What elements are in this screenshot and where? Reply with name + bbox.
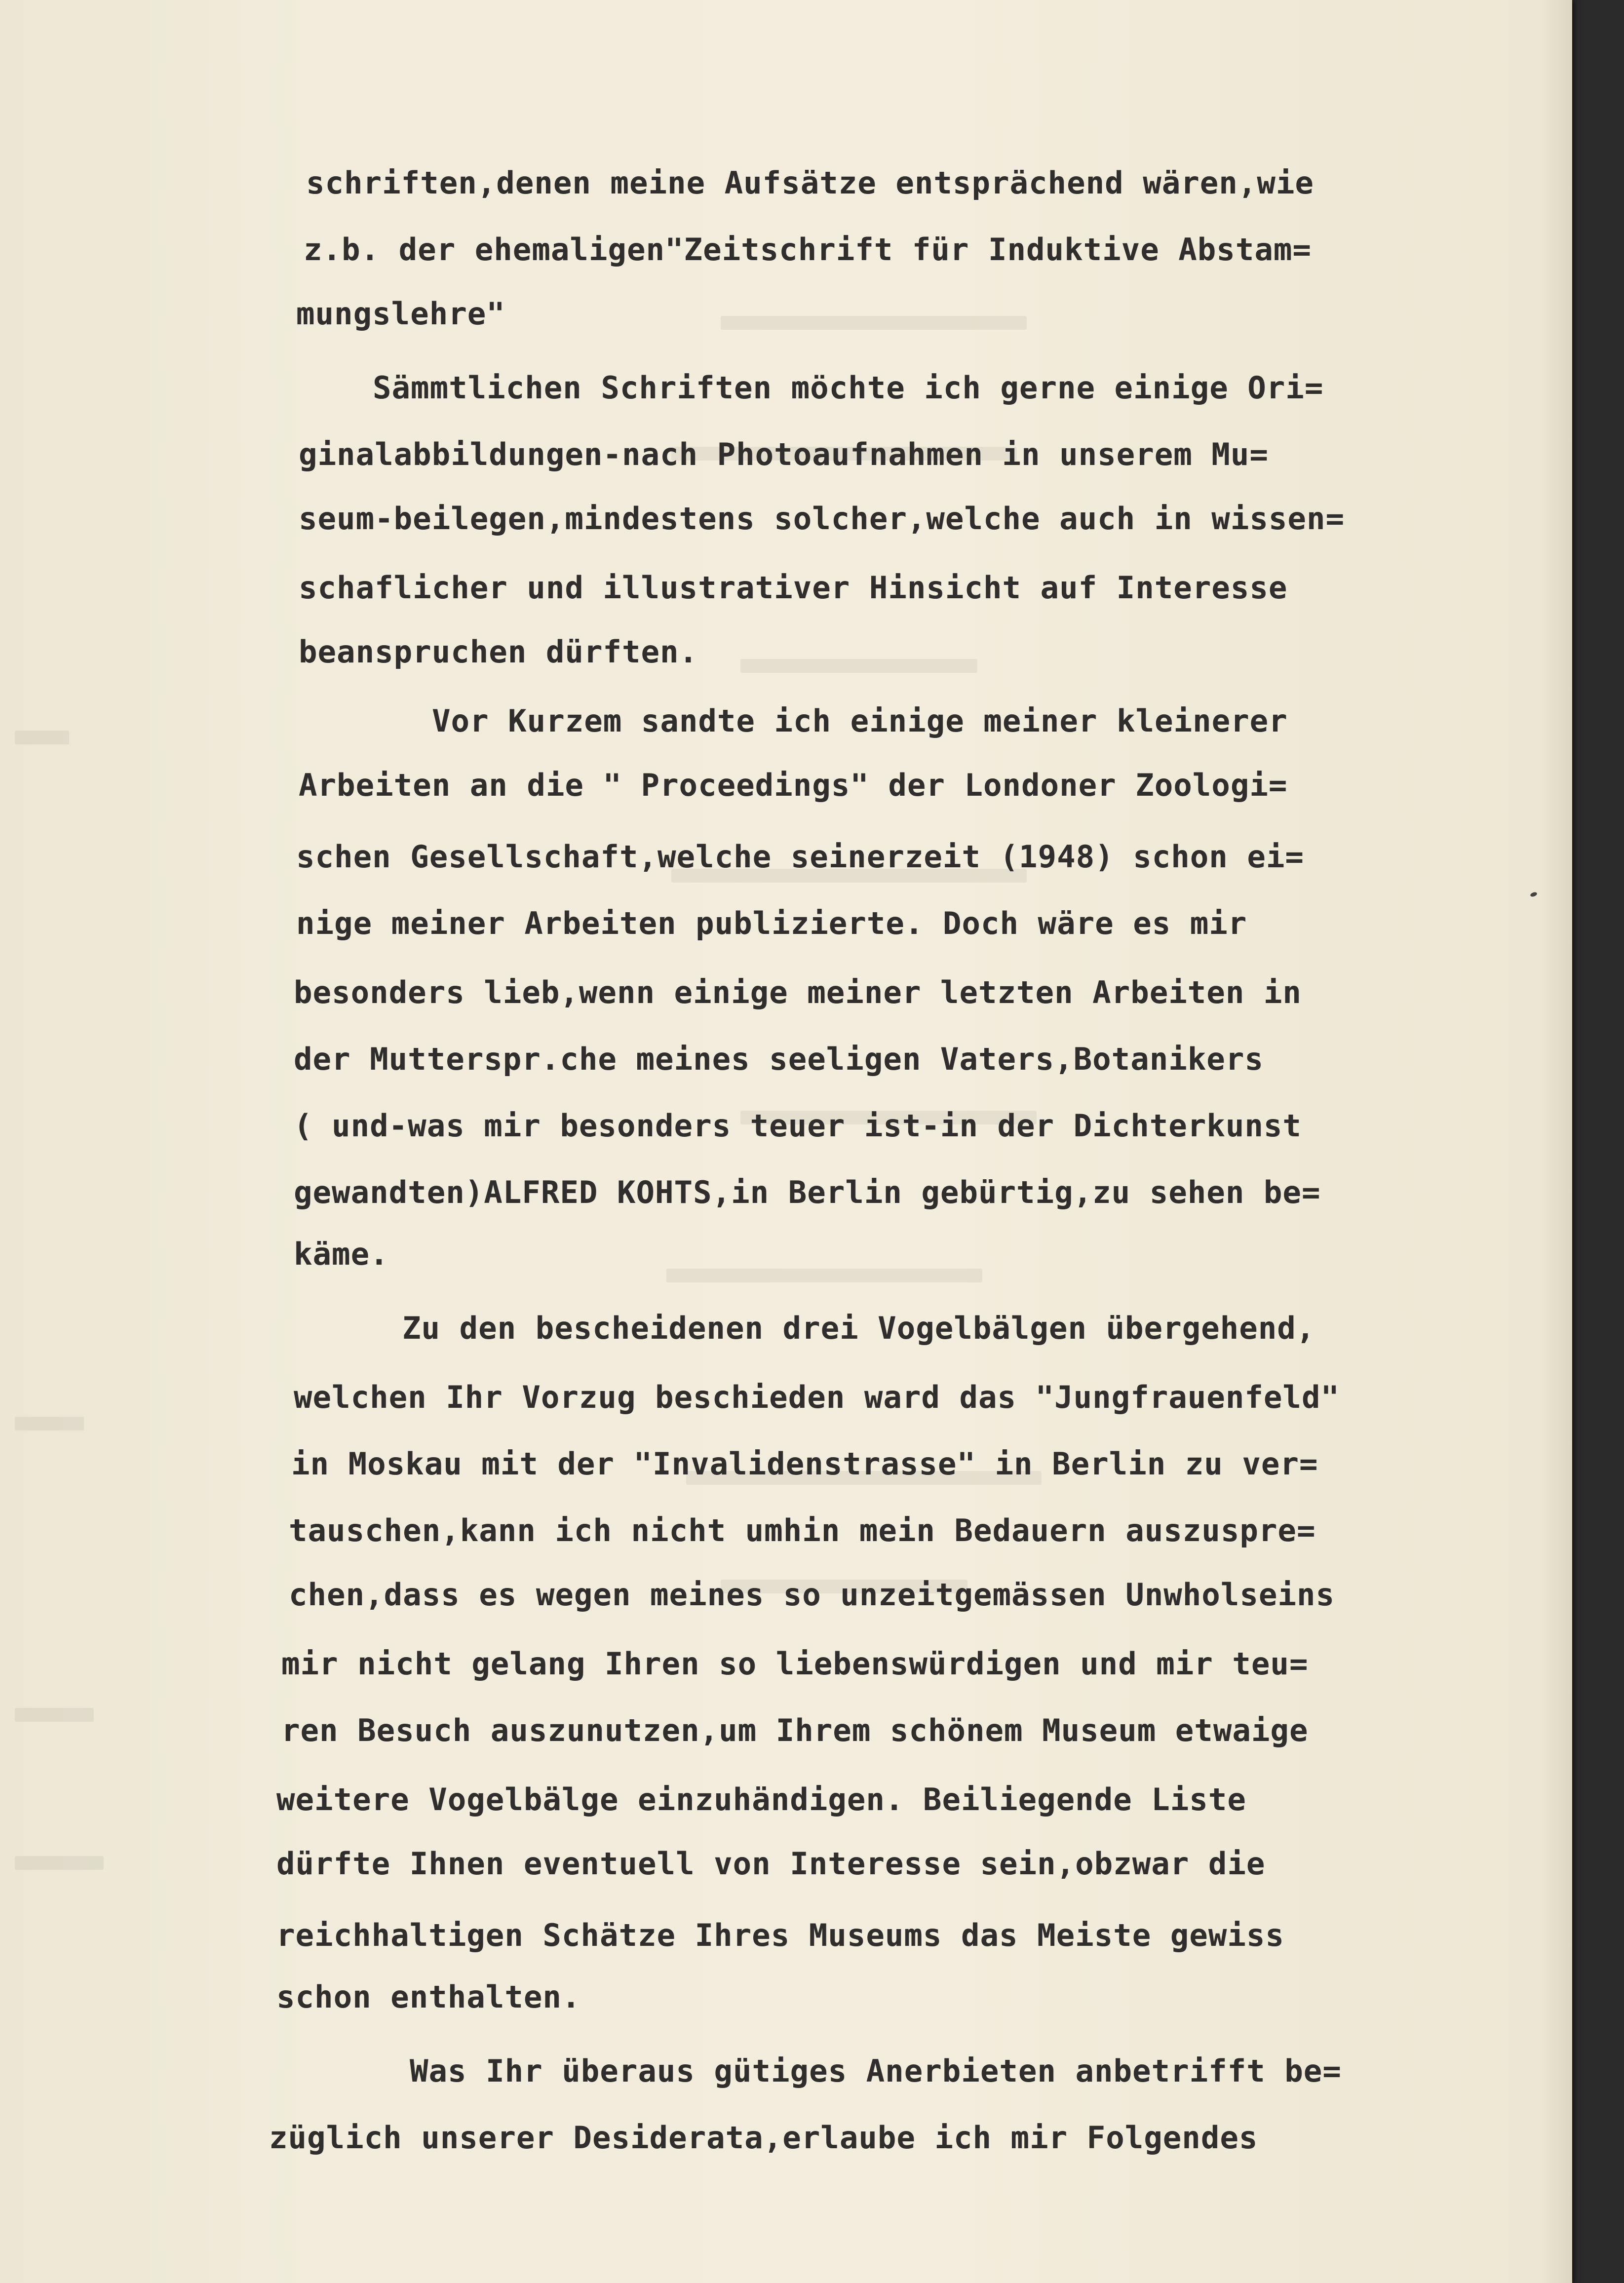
- text-line: schriften,denen meine Aufsätze entsprächend wären,wie: [306, 165, 1314, 201]
- text-line: ( und-was mir besonders teuer ist-in der Dichterkunst: [294, 1108, 1302, 1144]
- text-line: besonders lieb,wenn einige meiner letzten Arbeiten in: [294, 974, 1302, 1010]
- text-line: in Moskau mit der "Invalidenstrasse" in Berlin zu ver=: [291, 1446, 1318, 1482]
- text-line: ginalabbildungen-nach Photoaufnahmen in unserem Mu=: [299, 436, 1269, 472]
- text-line: mir nicht gelang Ihren so liebenswürdigen und mir teu=: [281, 1646, 1309, 1682]
- text-line: der Mutterspr.che meines seeligen Vaters,Botanikers: [294, 1041, 1264, 1077]
- text-line: welchen Ihr Vorzug beschieden ward das "Jungfrauenfeld": [294, 1379, 1340, 1415]
- text-line: Sämmtlichen Schriften möchte ich gerne einige Ori=: [373, 370, 1324, 406]
- text-line: Was Ihr überaus gütiges Anerbieten anbetrifft be=: [410, 2053, 1342, 2089]
- text-line: mungslehre": [296, 296, 505, 332]
- text-line: z.b. der ehemaligen"Zeitschrift für Induktive Abstam=: [304, 232, 1312, 268]
- text-line: dürfte Ihnen eventuell von Interesse sein,obzwar die: [276, 1846, 1266, 1882]
- text-line: seum-beilegen,mindestens solcher,welche auch in wissen=: [299, 501, 1345, 537]
- text-line: beanspruchen dürften.: [299, 634, 698, 670]
- text-line: schen Gesellschaft,welche seinerzeit (1948) schon ei=: [296, 839, 1304, 875]
- text-line: Zu den bescheidenen drei Vogelbälgen übergehend,: [402, 1310, 1315, 1346]
- text-line: tauschen,kann ich nicht umhin mein Bedauern auszuspre=: [289, 1512, 1316, 1548]
- text-line: reichhaltigen Schätze Ihres Museums das Meiste gewiss: [276, 1917, 1284, 1953]
- text-line: gewandten)ALFRED KOHTS,in Berlin gebürtig,zu sehen be=: [294, 1174, 1321, 1210]
- text-line: schaflicher und illustrativer Hinsicht auf Interesse: [299, 570, 1288, 606]
- text-line: ren Besuch auszunutzen,um Ihrem schönem Museum etwaige: [281, 1712, 1309, 1748]
- text-line: chen,dass es wegen meines so unzeitgemässen Unwholseins: [289, 1577, 1335, 1613]
- text-line: züglich unserer Desiderata,erlaube ich mir Folgendes: [269, 2120, 1258, 2156]
- text-line: Arbeiten an die " Proceedings" der Londoner Zoologi=: [299, 767, 1288, 803]
- text-line: Vor Kurzem sandte ich einige meiner kleinerer: [432, 703, 1288, 739]
- text-line: weitere Vogelbälge einzuhändigen. Beiliegende Liste: [276, 1781, 1246, 1818]
- text-line: schon enthalten.: [276, 1979, 581, 2015]
- text-line: nige meiner Arbeiten publizierte. Doch wäre es mir: [296, 905, 1247, 941]
- text-line: käme.: [294, 1236, 389, 1272]
